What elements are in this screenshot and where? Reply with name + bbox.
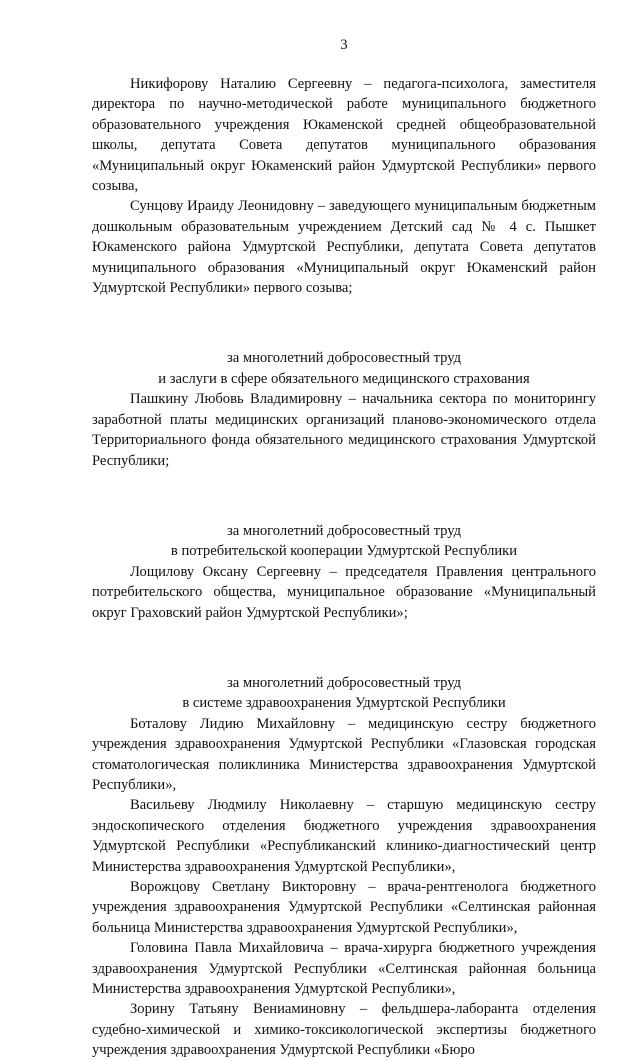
section-heading: в системе здравоохранения Удмуртской Республики <box>182 695 506 712</box>
award-paragraph: Боталову Лидию Михайловну – медицинскую сестру бюджетного учреждения здравоохранения Удмуртской Республики «Глазовская городская стоматологическая поликлиника Министерства здравоохранения Удмуртской Республики», <box>92 715 596 793</box>
page-number: 3 <box>340 37 348 53</box>
section-heading: в потребительской кооперации Удмуртской Республики <box>170 543 518 560</box>
award-paragraph: Ворожцову Светлану Викторовну – врача-рентгенолога бюджетного учреждения здравоохранения Удмуртской Республики «Селтинская районная больница Министерства здравоохранения Удмуртской Республики», <box>92 879 596 936</box>
section-heading: за многолетний добросовестный труд <box>226 674 462 691</box>
award-paragraph: Лощилову Оксану Сергеевну – председателя Правления центрального потребительского общества, муниципальное образование «Муниципальный округ Граховский район Удмуртской Республики»; <box>92 563 596 621</box>
section-heading: и заслуги в сфере обязательного медицинского страхования <box>158 370 530 387</box>
award-paragraph: Никифорову Наталию Сергеевну – педагога-психолога, заместителя директора по научно-методической работе муниципального бюджетного образовательного учреждения Юкаменской средней общеобразовательной школы, депутата Совета депутатов муниципального образования «Муниципальный округ Юкаменский район Удмуртской Республики» первого созыва, <box>92 76 596 195</box>
award-paragraph: Головина Павла Михайловича – врача-хирурга бюджетного учреждения здравоохранения Удмуртской Республики «Селтинская районная больница Министерства здравоохранения Удмуртской Республики», <box>92 940 596 998</box>
award-paragraph: Пашкину Любовь Владимировну – начальника сектора по мониторингу заработной платы медицинских организаций планово-экономического отдела Территориального фонда обязательного медицинского страхования Удмуртской Республики; <box>92 391 596 469</box>
award-paragraph: Зорину Татьяну Вениаминовну – фельдшера-лаборанта отделения судебно-химической и химико-токсикологической экспертизы бюджетного учреждения здравоохранения Удмуртской Республики «Бюро <box>92 1001 596 1059</box>
award-paragraph: Сунцову Ираиду Леонидовну – заведующего муниципальным бюджетным дошкольным образовательным учреждением Детский сад № 4 с. Пышкет Юкаменского района Удмуртской Республики, депутата Совета депутатов муниципального образования «Муниципальный округ Юкаменский район Удмуртской Республики» первого созыва; <box>92 198 596 297</box>
document-body <box>92 74 596 1061</box>
section-gap <box>92 314 596 332</box>
section-heading: за многолетний добросовестный труд <box>226 522 462 539</box>
section-gap <box>92 639 596 657</box>
section-gap <box>92 487 596 505</box>
award-paragraph: Васильеву Людмилу Николаевну – старшую медицинскую сестру эндоскопического отделения бюджетного учреждения здравоохранения Удмуртской Республики «Республиканский клинико-диагностический центр Министерства здравоохранения Удмуртской Республики», <box>92 797 596 875</box>
section-heading: за многолетний добросовестный труд <box>226 350 462 367</box>
